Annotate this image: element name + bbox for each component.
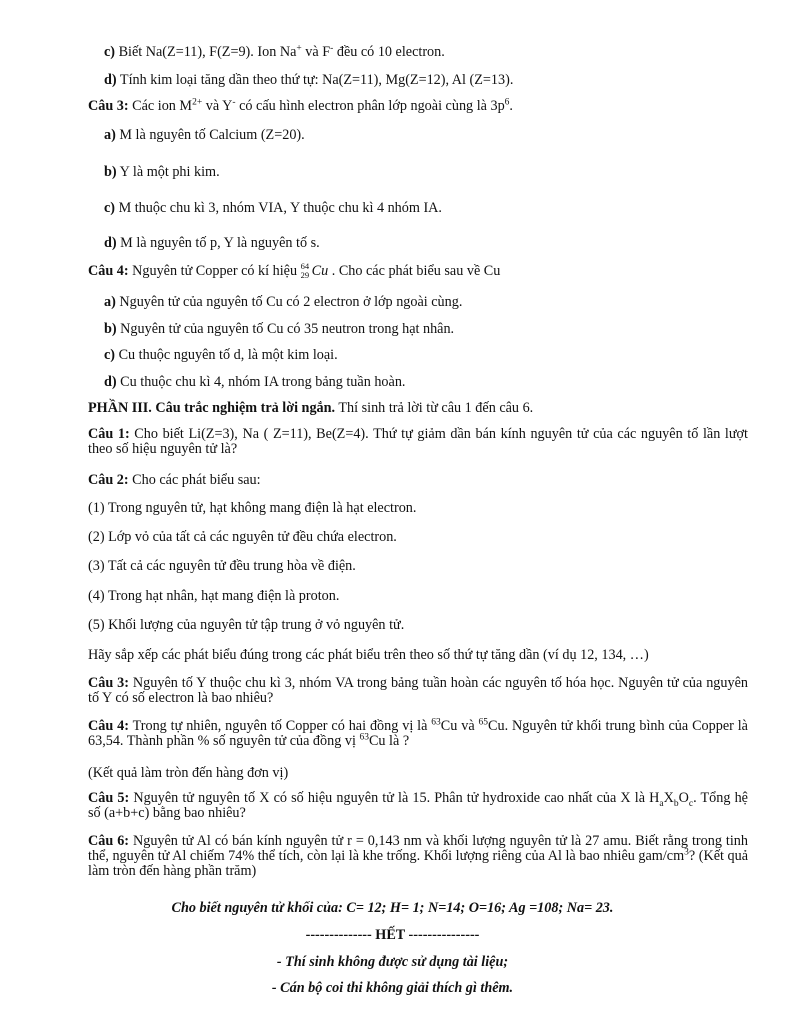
statement-3: (3) Tất cả các nguyên tử đều trung hòa về điện.	[88, 558, 356, 574]
statement-2: (2) Lớp vỏ của tất cả các nguyên tử đều chứa electron.	[88, 529, 397, 545]
statement-1: (1) Trong nguyên tử, hạt không mang điện là hạt electron.	[88, 500, 417, 516]
statement-3c: c) M thuộc chu kì 3, nhóm VIA, Y thuộc chu kì 4 nhóm IA.	[104, 200, 442, 216]
statement-3a: a) M là nguyên tố Calcium (Z=20).	[104, 127, 305, 143]
footer-note-1: - Thí sinh không được sử dụng tài liệu;	[276, 954, 509, 970]
statement-3b: b) Y là một phi kim.	[104, 164, 220, 180]
statement-4c: c) Cu thuộc nguyên tố d, là một kim loại.	[104, 347, 338, 363]
statement-4b: b) Nguyên tử của nguyên tố Cu có 35 neutron trong hạt nhân.	[104, 321, 455, 337]
question-label: Câu 2:	[88, 472, 129, 488]
question-3-prompt: Câu 3: Các ion $M^{2+}$ và Y- có cấu hình electron phân lớp ngoài cùng là $3p^6$.	[88, 97, 513, 114]
statement-label: d)	[104, 72, 117, 88]
question-label: Câu 3:	[88, 98, 129, 114]
statement-4a: a) Nguyên tử của nguyên tố Cu có 2 electron ở lớp ngoài cùng.	[104, 294, 463, 310]
question-4-prompt: Câu 4: Nguyên tử Copper có kí hiệu 64 29 Cu . Cho các phát biểu sau về Cu	[88, 261, 501, 280]
question-1: Câu 1: Cho biết Li(Z=3), Na ( Z=11), Be(Z=4). Thứ tự giảm dần bán kính nguyên tử của các nguyên tố lần lượt theo số hiệu nguyên tử là?	[88, 426, 748, 457]
question-3: Câu 3: Nguyên tố Y thuộc chu kì 3, nhóm VA trong bảng tuần hoàn các nguyên tố hóa học. Nguyên tử của nguyên tố Y có số electron là bao nhiêu?	[88, 675, 748, 706]
statement-5: (5) Khối lượng của nguyên tử tập trung ở vỏ nguyên tử.	[88, 617, 405, 633]
question-label: Câu 4:	[88, 718, 129, 734]
statement-4: (4) Trong hạt nhân, hạt mang điện là proton.	[88, 588, 340, 604]
statement-2d: d) Tính kim loại tăng dần theo thứ tự: Na(Z=11), Mg(Z=12), Al (Z=13).	[104, 72, 514, 88]
question-6: Câu 6: Nguyên tử Al có bán kính nguyên tử r = 0,143 nm và khối lượng nguyên tử là 27 amu. Biết rằng trong tinh thể, nguyên tử Al chiếm 74% thể tích, còn lại là khe trống. Khối lượng riêng của Al là bao nhiêu gam/$cm^3$? (Kết quả làm tròn đến hàng phần trăm)	[88, 833, 748, 879]
statement-4d: d) Cu thuộc chu kì 4, nhóm IA trong bảng tuần hoàn.	[104, 374, 406, 390]
question-label: Câu 4:	[88, 263, 129, 279]
statement-label: c)	[104, 44, 116, 60]
question-2: Câu 2: Cho các phát biểu sau:	[88, 472, 261, 488]
statement-3d: d) M là nguyên tố p, Y là nguyên tố s.	[104, 235, 320, 251]
atomic-masses-note: Cho biết nguyên tử khối của: C= 12; H= 1; N=14; O=16; Ag =108; Na= 23.	[171, 900, 614, 916]
question-2-instruction: Hãy sắp xếp các phát biểu đúng trong các phát biểu trên theo số thứ tự tăng dần (ví dụ 12, 134, …)	[88, 647, 649, 663]
question-5: Câu 5: Nguyên tử nguyên tố X có số hiệu nguyên tử là 15. Phân tử hydroxide cao nhất của X là $H_aX_bO_c$. Tổng hệ số (a+b+c) bằng bao nhiêu?	[88, 790, 748, 821]
question-4: Câu 4: Trong tự nhiên, nguyên tố Copper có hai đồng vị là $^{63}$Cu và $^{65}$Cu. Nguyên tử khối trung bình của Copper là 63,54. Thành phần % số nguyên tử của đồng vị $^{63}$Cu là ?	[88, 717, 748, 749]
question-4-note: (Kết quả làm tròn đến hàng đơn vị)	[88, 765, 289, 781]
footer-note-2: - Cán bộ coi thi không giải thích gì thêm.	[271, 980, 514, 996]
question-label: Câu 5:	[88, 790, 130, 806]
isotope-notation: 64 29	[300, 261, 310, 280]
question-label: Câu 6:	[88, 833, 130, 849]
question-label: Câu 1:	[88, 426, 130, 442]
question-label: Câu 3:	[88, 675, 129, 691]
end-marker: -------------- HẾT ---------------	[305, 927, 480, 943]
statement-2c: c) Biết Na(Z=11), F(Z=9). Ion Na+ và F- đều có 10 electron.	[104, 43, 445, 60]
section-heading-part3: PHẦN III. Câu trắc nghiệm trả lời ngắn. Thí sinh trả lời từ câu 1 đến câu 6.	[88, 400, 534, 416]
